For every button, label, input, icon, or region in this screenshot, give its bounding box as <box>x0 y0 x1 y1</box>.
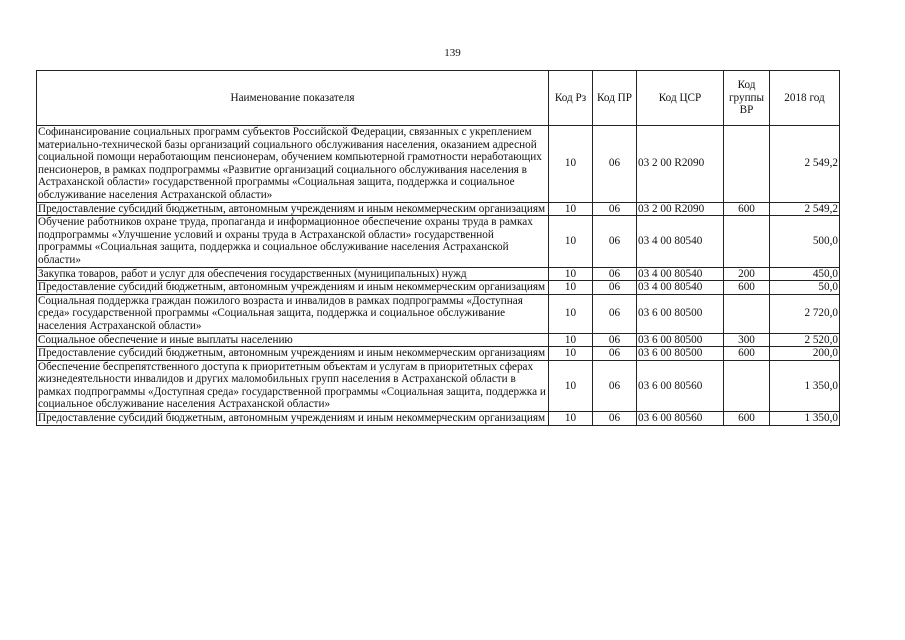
cell-pr: 06 <box>593 281 637 295</box>
cell-vr: 600 <box>724 202 770 216</box>
budget-table <box>36 70 840 426</box>
table-row <box>37 412 840 426</box>
cell-pr: 06 <box>593 267 637 281</box>
table-row <box>37 281 840 295</box>
cell-pr: 06 <box>593 333 637 347</box>
table-row <box>37 333 840 347</box>
cell-rz: 10 <box>549 202 593 216</box>
table-header <box>37 71 840 126</box>
cell-vr: 200 <box>724 267 770 281</box>
cell-sum: 1 350,0 <box>770 412 840 426</box>
cell-name: Закупка товаров, работ и услуг для обеспечения государственных (муниципальных) нужд <box>37 267 549 281</box>
cell-pr: 06 <box>593 126 637 203</box>
table-row <box>37 360 840 411</box>
table-row <box>37 267 840 281</box>
cell-csr: 03 6 00 80500 <box>637 294 724 333</box>
cell-csr: 03 6 00 80500 <box>637 333 724 347</box>
cell-sum: 2 549,2 <box>770 202 840 216</box>
cell-sum: 2 720,0 <box>770 294 840 333</box>
cell-csr: 03 6 00 80560 <box>637 412 724 426</box>
cell-csr: 03 2 00 R2090 <box>637 202 724 216</box>
header-pr: Код ПР <box>593 71 637 126</box>
cell-vr: 600 <box>724 281 770 295</box>
page-number: 139 <box>444 47 461 59</box>
cell-pr: 06 <box>593 347 637 361</box>
cell-sum: 1 350,0 <box>770 360 840 411</box>
table-row <box>37 126 840 203</box>
cell-vr <box>724 360 770 411</box>
header-year: 2018 год <box>770 71 840 126</box>
cell-vr: 300 <box>724 333 770 347</box>
cell-vr <box>724 126 770 203</box>
cell-rz: 10 <box>549 216 593 267</box>
cell-rz: 10 <box>549 360 593 411</box>
table-row <box>37 347 840 361</box>
cell-csr: 03 6 00 80560 <box>637 360 724 411</box>
cell-sum: 2 520,0 <box>770 333 840 347</box>
cell-pr: 06 <box>593 360 637 411</box>
cell-sum: 500,0 <box>770 216 840 267</box>
cell-pr: 06 <box>593 412 637 426</box>
cell-vr <box>724 294 770 333</box>
cell-sum: 2 549,2 <box>770 126 840 203</box>
table-row <box>37 294 840 333</box>
cell-name: Обеспечение беспрепятственного доступа к приоритетным объектам и услугам в приоритетных сферах жизнедеятельности инвалидов и других маломобильных групп населения в Астраханской области в рамках подпрограммы «Доступная среда» государственной программы «Социальная защита, поддержка и социальное обслуживание населения Астраханской области» <box>37 360 549 411</box>
cell-vr <box>724 216 770 267</box>
header-csr: Код ЦСР <box>637 71 724 126</box>
header-rz: Код Рз <box>549 71 593 126</box>
cell-pr: 06 <box>593 202 637 216</box>
cell-name: Социальная поддержка граждан пожилого возраста и инвалидов в рамках подпрограммы «Доступная среда» государственной программы «Социальная защита, поддержка и социальное обслуживание населения Астраханской области» <box>37 294 549 333</box>
cell-vr: 600 <box>724 412 770 426</box>
cell-rz: 10 <box>549 412 593 426</box>
cell-csr: 03 4 00 80540 <box>637 216 724 267</box>
cell-sum: 450,0 <box>770 267 840 281</box>
cell-sum: 200,0 <box>770 347 840 361</box>
cell-sum: 50,0 <box>770 281 840 295</box>
header-row <box>37 71 840 126</box>
cell-name: Обучение работников охране труда, пропаганда и информационное обеспечение охраны труда в рамках подпрограммы «Улучшение условий и охраны труда в Астраханской области» государственной программы «Социальная защита, поддержка и социальное обслуживание населения Астраханской области» <box>37 216 549 267</box>
cell-rz: 10 <box>549 281 593 295</box>
table-row <box>37 202 840 216</box>
cell-pr: 06 <box>593 216 637 267</box>
header-vr: Код группы ВР <box>724 71 770 126</box>
header-name: Наименование показателя <box>37 71 549 126</box>
cell-rz: 10 <box>549 294 593 333</box>
cell-rz: 10 <box>549 267 593 281</box>
cell-csr: 03 6 00 80500 <box>637 347 724 361</box>
cell-csr: 03 4 00 80540 <box>637 267 724 281</box>
cell-name: Социальное обеспечение и иные выплаты населению <box>37 333 549 347</box>
cell-rz: 10 <box>549 333 593 347</box>
cell-name: Предоставление субсидий бюджетным, автономным учреждениям и иным некоммерческим организациям <box>37 281 549 295</box>
cell-name: Предоставление субсидий бюджетным, автономным учреждениям и иным некоммерческим организациям <box>37 412 549 426</box>
cell-rz: 10 <box>549 126 593 203</box>
cell-name: Предоставление субсидий бюджетным, автономным учреждениям и иным некоммерческим организациям <box>37 202 549 216</box>
cell-csr: 03 2 00 R2090 <box>637 126 724 203</box>
cell-pr: 06 <box>593 294 637 333</box>
cell-vr: 600 <box>724 347 770 361</box>
cell-csr: 03 4 00 80540 <box>637 281 724 295</box>
table-body <box>37 126 840 426</box>
cell-name: Предоставление субсидий бюджетным, автономным учреждениям и иным некоммерческим организациям <box>37 347 549 361</box>
cell-name: Софинансирование социальных программ субъектов Российской Федерации, связанных с укреплением материально-технической базы организаций социального обслуживания населения, оказанием адресной социальной помощи неработающим пенсионерам, обучением компьютерной грамотности неработающих пенсионеров, в рамках подпрограммы «Развитие организаций социального обслуживания населения в Астраханской области» государственной программы «Социальная защита, поддержка и социальное обслуживание населения Астраханской области» <box>37 126 549 203</box>
table-row <box>37 216 840 267</box>
cell-rz: 10 <box>549 347 593 361</box>
